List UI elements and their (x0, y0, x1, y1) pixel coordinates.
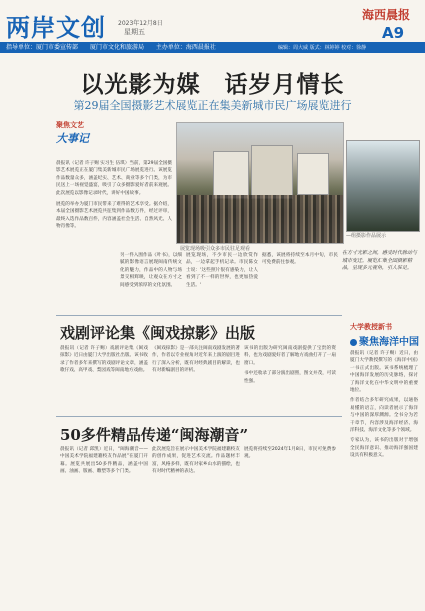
sidebar-note: 在方寸光影之间，感受时代脉动与城市变迁。展览汇集全国摄影精品，呈现多元视角，引人驻足。 (342, 250, 418, 271)
third-column-2 (152, 446, 240, 476)
side-title: 大学教授新书 (350, 323, 392, 331)
bullet-icon (350, 339, 357, 346)
second-paragraph: 《闽戏掠影》是一部关注闽南戏剧发展的著作，作者以专业视角对近年来上演的剧目进行了深入分析，既有对经典剧目的解读，也有对新编剧目的评析。 (152, 346, 240, 374)
photo-panel (251, 145, 293, 199)
small-photo (346, 140, 420, 232)
third-column-3 (244, 446, 336, 461)
second-column-1 (60, 345, 148, 375)
side-paragraph: 晨报讯（记者 许子赐）近日，由厦门大学教授撰写的《海洋中国》一书正式出版。该书系统梳理了中国海洋发展的历史脉络，探讨了海洋文化在中华文明中的重要地位。 (350, 351, 418, 394)
lead-headline: 以光影为媒 话岁月情长 (80, 71, 345, 98)
lead-subhead: 第29届全国摄影艺术展览正在集美新城市民广场展览进行 (73, 99, 352, 112)
photo-panel (297, 153, 329, 195)
ribbon-item: 主办单位：海西晨报社 (155, 44, 216, 51)
small-photo-caption: —组摄影作品展示 (346, 233, 387, 239)
exhibition-photo (176, 122, 344, 244)
lead-column-2 (120, 252, 182, 289)
issue-date: 2023年12月8日 (118, 20, 163, 27)
lead-column-4 (262, 252, 338, 267)
feature-label: 聚焦文艺 (56, 121, 84, 129)
lead-column-1 (56, 160, 172, 231)
section-divider (56, 315, 342, 316)
editor-credits: 编辑：周大威 版式：林婷婷 校对：徐静 (278, 45, 367, 51)
side-column (350, 350, 418, 460)
lead-column-3 (186, 252, 258, 289)
second-headline: 戏剧评论集《闽戏掠影》出版 (60, 324, 256, 342)
third-paragraph: 此次展览旨在展示中国美术学院福建籍校友的创作成果，促进艺术交流。作品题材丰富，风格多样，既有对家乡山水的描绘，也有对时代精神的表达。 (152, 447, 240, 475)
third-paragraph: 展览将持续至2024年1月8日，市民可免费参观。 (244, 447, 336, 460)
side-paragraph: 作者结合多年研究成果，以通俗易懂的语言，向读者展示了海洋与中国的深厚渊源。全书分为若干章节，内容涉及海洋经济、海洋科技、海洋文化等多个领域。 (350, 398, 418, 434)
side-paragraph: 专家认为，该书的出版对于增强全民海洋意识、推动海洋强国建设具有积极意义。 (350, 438, 418, 459)
photo-caption: 展览现场吸引众多市民驻足观看 (180, 246, 251, 252)
lead-paragraph: 展览现场，不少市民一边欣赏作品，一边拿起手机记录。市民陈女士说：'这些照片很有感染力，让人看到了不一样的世界，也更加热爱生活。' (186, 253, 258, 288)
section-title: 两岸文创 (6, 13, 106, 42)
ribbon-item: 指导单位：厦门市委宣传部 (6, 44, 79, 51)
second-paragraph: 书中还收录了部分演出剧照，图文并茂，可读性强。 (244, 371, 336, 384)
lead-paragraph: 据悉，该展将持续至本月中旬，市民可免费前往参观。 (262, 253, 338, 266)
lead-paragraph: 展览的举办为厦门市民带来了难得的艺术享受。据介绍，本届全国摄影艺术展览共征集到作品数万件，经过评审，最终入选作品数百件，内容涵盖社会生活、自然风光、人物肖像等。 (56, 202, 172, 230)
lead-paragraph: 另一件入围作品《叶书》，以细腻的影像语言展现闽南传统文化的魅力，作品中的人物与场景交相辉映，让观众在方寸之间感受到浓厚的文化氛围。 (120, 253, 183, 288)
photo-crowd (177, 195, 343, 243)
third-column-1 (60, 446, 148, 476)
second-column-2 (152, 345, 240, 375)
third-headline: 50多件精品传递“闽海潮音” (60, 426, 249, 444)
feature-badge (56, 120, 116, 152)
paper-logo: 海西晨报 (362, 8, 411, 22)
feature-sub: 大事记 (56, 132, 89, 145)
section-divider (56, 416, 342, 417)
third-paragraph: 晨报讯（记者 邱凯）近日，“闽海潮音——中国美术学院福建籍校友作品展”在厦门开幕。展览共展出50多件精品，涵盖中国画、油画、版画、雕塑等多个门类。 (60, 447, 148, 475)
second-paragraph: 晨报讯（记者 许子赐）戏剧评论集《闽戏掠影》近日由厦门大学出版社出版。该书收录了作者多年来撰写的戏剧评论文章，涵盖歌仔戏、高甲戏、梨园戏等闽南地方戏曲。 (60, 346, 148, 374)
lead-paragraph: 晨报讯（记者 许子赐 实习生 伍琪）当前，第29届全国摄影艺术展览正在厦门集美新城市民广场展览进行。该展览作品数量众多，涵盖纪实、艺术、商业等多个门类，为市民送上一场视觉盛宴，吸引了众多摄影爱好者前来观展。此次展览以影像记录时代，讲好中国故事。 (56, 161, 172, 196)
side-headline (350, 333, 419, 348)
second-paragraph: 该书的出版为研究闽南戏剧提供了宝贵的资料，也为戏剧爱好者了解地方戏曲打开了一扇窗口。 (244, 346, 336, 366)
photo-panel (213, 151, 249, 199)
ribbon-item: 厦门市文化和旅游局 (89, 44, 144, 51)
second-column-3 (244, 345, 336, 385)
issue-weekday: 星期五 (124, 28, 145, 36)
page-number: A9 (382, 24, 405, 42)
side-headline-text: 聚焦海洋中国 (359, 337, 419, 348)
